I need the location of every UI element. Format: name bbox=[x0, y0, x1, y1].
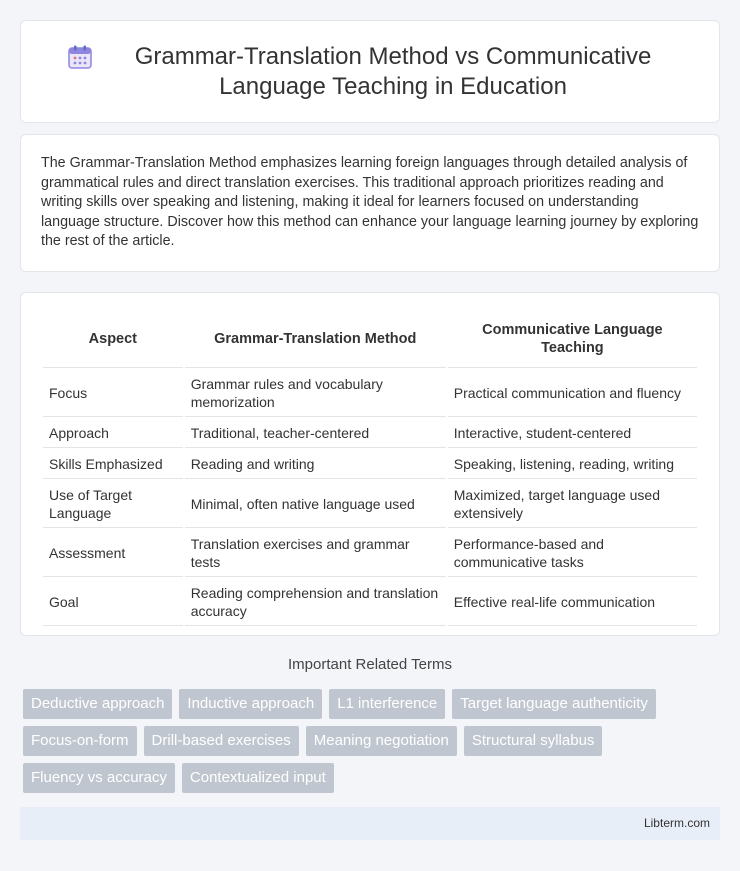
related-terms-list bbox=[23, 689, 723, 800]
term-tag[interactable]: Inductive approach bbox=[179, 689, 322, 719]
row-clt-value: Interactive, student-centered bbox=[448, 419, 697, 448]
table-row bbox=[43, 370, 697, 417]
row-gtm-value: Translation exercises and grammar tests bbox=[185, 530, 446, 577]
row-clt-value: Speaking, listening, reading, writing bbox=[448, 450, 697, 479]
comparison-table bbox=[41, 309, 699, 628]
table-row bbox=[43, 530, 697, 577]
intro-paragraph: The Grammar-Translation Method emphasizes learning foreign languages through detailed analysis of grammatical rules and direct translation exercises. This traditional approach prioritizes reading and writing skills over speaking and listening, making it ideal for learners focused on understanding language structure. Discover how this method can enhance your language learning journey by exploring the rest of the article. bbox=[41, 155, 699, 250]
related-terms-heading: Important Related Terms bbox=[288, 656, 452, 673]
term-tag[interactable]: Focus-on-form bbox=[23, 726, 137, 756]
term-tag[interactable]: Contextualized input bbox=[182, 763, 334, 793]
row-gtm-value: Traditional, teacher-centered bbox=[185, 419, 446, 448]
comparison-table-card bbox=[20, 292, 720, 636]
table-row bbox=[43, 579, 697, 626]
row-aspect: Approach bbox=[43, 419, 183, 448]
term-tag[interactable]: Target language authenticity bbox=[452, 689, 656, 719]
row-clt-value: Maximized, target language used extensively bbox=[448, 481, 697, 528]
row-clt-value: Performance-based and communicative tasks bbox=[448, 530, 697, 577]
footer bbox=[20, 807, 720, 840]
title-wrap bbox=[67, 42, 673, 102]
row-clt-value: Effective real-life communication bbox=[448, 579, 697, 626]
row-clt-value: Practical communication and fluency bbox=[448, 370, 697, 417]
row-gtm-value: Grammar rules and vocabulary memorization bbox=[185, 370, 446, 417]
row-aspect: Skills Emphasized bbox=[43, 450, 183, 479]
term-tag[interactable]: Structural syllabus bbox=[464, 726, 603, 756]
header-aspect: Aspect bbox=[43, 311, 183, 368]
row-gtm-value: Minimal, often native language used bbox=[185, 481, 446, 528]
term-tag[interactable]: Meaning negotiation bbox=[306, 726, 457, 756]
table-header-row bbox=[43, 311, 697, 368]
table-row bbox=[43, 450, 697, 479]
row-aspect: Assessment bbox=[43, 530, 183, 577]
row-aspect: Goal bbox=[43, 579, 183, 626]
term-tag[interactable]: Fluency vs accuracy bbox=[23, 763, 175, 793]
footer-site-link[interactable]: Libterm.com bbox=[643, 816, 710, 830]
page-title: Grammar-Translation Method vs Communicative Language Teaching in Education bbox=[134, 42, 652, 100]
table-row bbox=[43, 481, 697, 528]
row-gtm-value: Reading comprehension and translation accuracy bbox=[185, 579, 446, 626]
term-tag[interactable]: L1 interference bbox=[329, 689, 445, 719]
row-gtm-value: Reading and writing bbox=[185, 450, 446, 479]
header-grammar-translation: Grammar-Translation Method bbox=[185, 311, 446, 368]
intro-card bbox=[20, 134, 720, 272]
title-card bbox=[20, 20, 720, 123]
table-row bbox=[43, 419, 697, 448]
header-communicative: Communicative Language Teaching bbox=[448, 311, 697, 368]
row-aspect: Use of Target Language bbox=[43, 481, 183, 528]
term-tag[interactable]: Drill-based exercises bbox=[144, 726, 299, 756]
row-aspect: Focus bbox=[43, 370, 183, 417]
calendar-icon bbox=[67, 44, 93, 70]
term-tag[interactable]: Deductive approach bbox=[23, 689, 172, 719]
